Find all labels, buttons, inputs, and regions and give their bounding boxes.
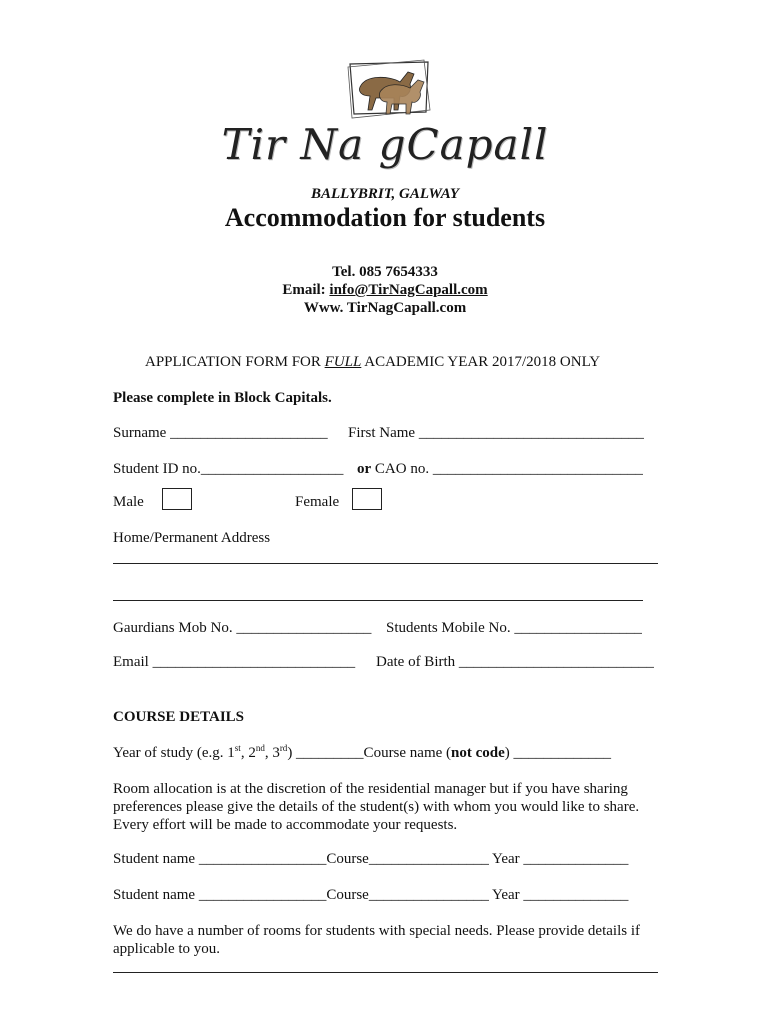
brand-logo-text: Tir Na gCapall <box>221 120 549 169</box>
guardians-mobile-field[interactable]: Gaurdians Mob No. __________________ <box>113 620 372 636</box>
email-link[interactable]: info@TirNagCapall.com <box>329 282 488 298</box>
horse-logo-icon <box>340 52 440 124</box>
special-needs-text: We do have a number of rooms for students with special needs. Please provide details if applicable to you. <box>113 923 640 957</box>
first-name-field[interactable]: First Name ______________________________ <box>348 425 644 441</box>
address-line-2[interactable] <box>113 600 643 601</box>
date-of-birth-field[interactable]: Date of Birth __________________________ <box>376 654 654 670</box>
surname-field[interactable]: Surname _____________________ <box>113 425 328 441</box>
female-checkbox[interactable] <box>352 488 382 510</box>
special-needs-line[interactable] <box>113 972 658 973</box>
year-course-field[interactable]: Year of study (e.g. 1st, 2nd, 3rd) _________Course name (not code) _____________ <box>113 743 612 761</box>
page-title: Accommodation for students <box>224 203 546 232</box>
male-checkbox[interactable] <box>162 488 192 510</box>
website: Www. TirNagCapall.com <box>303 300 467 316</box>
location: BALLYBRIT, GALWAY <box>310 186 460 202</box>
share-line-1[interactable]: Student name _________________Course________________ Year ______________ <box>113 851 629 867</box>
students-mobile-field[interactable]: Students Mobile No. _________________ <box>386 620 642 636</box>
instruction: Please complete in Block Capitals. <box>113 390 332 406</box>
share-line-2[interactable]: Student name _________________Course________________ Year ______________ <box>113 887 629 903</box>
telephone: Tel. 085 7654333 <box>332 264 438 280</box>
female-label: Female <box>295 494 340 510</box>
email-contact <box>0 282 770 299</box>
room-allocation-text: Room allocation is at the discretion of the residential manager but if you have sharing preferences please give the details of the student(s) with whom you would like to share. Every effort will be made to accommodate your requests. <box>113 781 640 833</box>
address-label: Home/Permanent Address <box>113 530 271 546</box>
form-heading: APPLICATION FORM FOR FULL ACADEMIC YEAR 2017/2018 ONLY <box>145 354 601 370</box>
email-field[interactable]: Email ___________________________ <box>113 654 356 670</box>
course-details-heading: COURSE DETAILS <box>113 709 245 725</box>
student-id-field[interactable]: Student ID no.___________________ <box>113 461 344 477</box>
address-line-1[interactable] <box>113 563 658 564</box>
full-emphasis: FULL <box>324 354 362 370</box>
email-label: Email: <box>282 282 330 298</box>
cao-field[interactable]: or CAO no. ____________________________ <box>357 461 643 477</box>
male-label: Male <box>113 494 144 510</box>
